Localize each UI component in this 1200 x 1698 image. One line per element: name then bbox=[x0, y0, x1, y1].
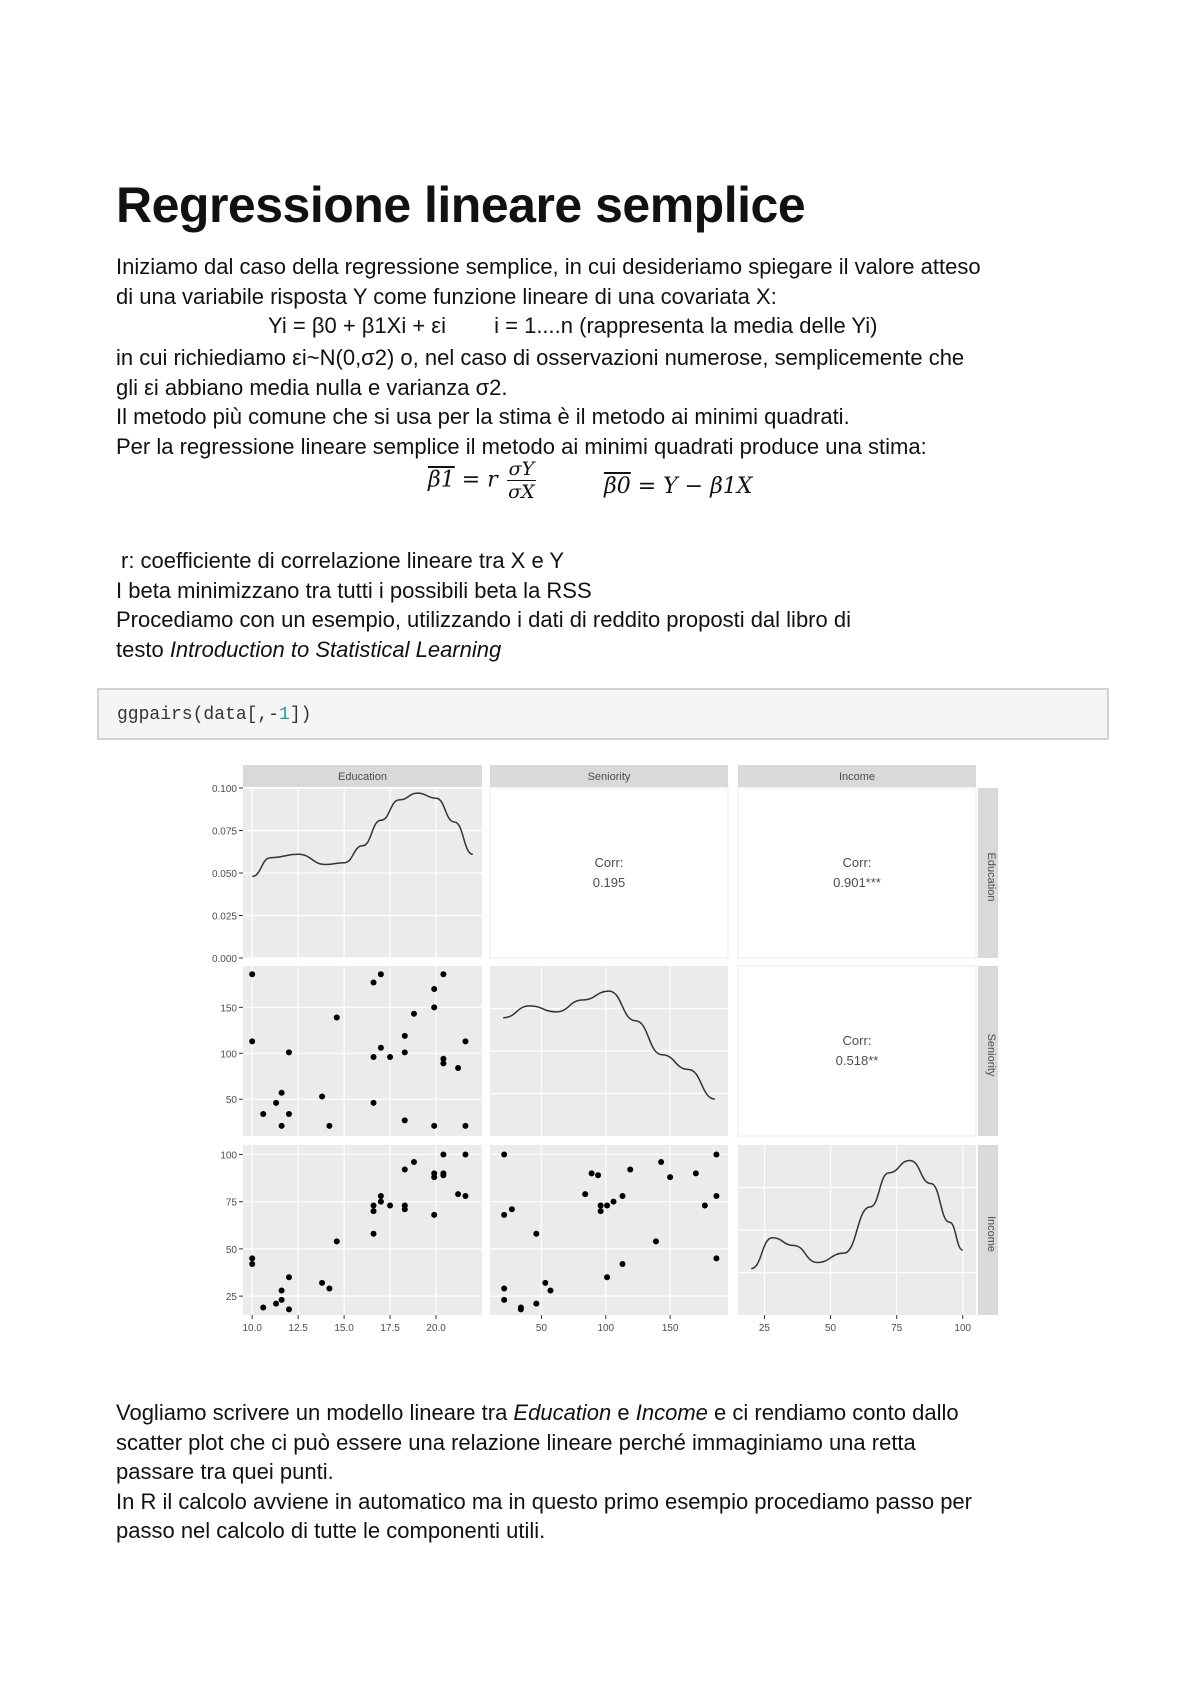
scatter-point bbox=[713, 1151, 719, 1157]
scatter-point bbox=[319, 1280, 325, 1286]
closing-text: e ci rendiamo conto dallo bbox=[707, 1400, 959, 1425]
scatter-point bbox=[598, 1208, 604, 1214]
var-income: Income bbox=[635, 1400, 708, 1425]
scatter-point bbox=[378, 1199, 384, 1205]
closing-paragraph-1 bbox=[116, 1398, 1096, 1546]
scatter-point bbox=[440, 1170, 446, 1176]
scatter-point bbox=[249, 1038, 255, 1044]
scatter-point bbox=[286, 1274, 292, 1280]
scatter-point bbox=[501, 1212, 507, 1218]
scatter-point bbox=[431, 1123, 437, 1129]
scatter-point bbox=[371, 1202, 377, 1208]
scatter-point bbox=[462, 1038, 468, 1044]
scatter-point bbox=[595, 1172, 601, 1178]
scatter-point bbox=[249, 1255, 255, 1261]
scatter-point bbox=[693, 1170, 699, 1176]
y-tick-label: 0.025 bbox=[211, 911, 237, 923]
x-tick-label: 150 bbox=[661, 1323, 679, 1334]
scatter-point bbox=[402, 1033, 408, 1039]
beta1-symbol: β1 bbox=[428, 467, 455, 493]
scatter-point bbox=[334, 1238, 340, 1244]
closing-line: In R il calcolo avviene in automatico ma in questo primo esempio procediamo passo per bbox=[116, 1488, 972, 1514]
scatter-point bbox=[378, 1193, 384, 1199]
code-number: 1 bbox=[279, 705, 290, 725]
closing-text: e bbox=[611, 1400, 636, 1425]
scatter-point bbox=[402, 1117, 408, 1123]
beta1-equals: = r bbox=[461, 467, 498, 493]
scatter-point bbox=[326, 1123, 332, 1129]
panel-0-2 bbox=[738, 788, 976, 958]
panel-2-1 bbox=[490, 1145, 728, 1315]
assumption-line: in cui richiediamo εi~N(0,σ2) o, nel caso di osservazioni numerose, semplicemente che bbox=[116, 345, 965, 370]
scatter-point bbox=[620, 1261, 626, 1267]
var-education: Education bbox=[513, 1400, 612, 1425]
scatter-point bbox=[658, 1159, 664, 1165]
corr-value: 0.901*** bbox=[833, 875, 881, 890]
assumption-line: gli εi abbiano media nulla e varianza σ2. bbox=[116, 374, 508, 400]
strip-side-label-income: Income bbox=[985, 1215, 997, 1253]
scatter-point bbox=[462, 1123, 468, 1129]
scatter-point bbox=[371, 1100, 377, 1106]
code-suffix: ]) bbox=[289, 705, 312, 725]
y-tick-label: 0.075 bbox=[211, 826, 237, 838]
scatter-point bbox=[431, 1004, 437, 1010]
closing-line: scatter plot che ci può essere una relazione lineare perché immaginiamo una retta bbox=[116, 1429, 916, 1455]
scatter-point bbox=[273, 1100, 279, 1106]
scatter-point bbox=[518, 1306, 524, 1312]
scatter-point bbox=[249, 1261, 255, 1267]
y-tick-label: 100 bbox=[220, 1150, 237, 1162]
scatter-point bbox=[387, 1202, 393, 1208]
corr-value: 0.195 bbox=[592, 875, 626, 890]
scatter-point bbox=[440, 1151, 446, 1157]
scatter-point bbox=[334, 1014, 340, 1020]
scatter-point bbox=[387, 1054, 393, 1060]
scatter-point bbox=[713, 1255, 719, 1261]
scatter-point bbox=[542, 1280, 548, 1286]
panel-0-1 bbox=[490, 788, 728, 958]
x-tick-label: 20.0 bbox=[426, 1323, 446, 1334]
book-title: Introduction to Statistical Learning bbox=[169, 636, 502, 662]
scatter-point bbox=[598, 1202, 604, 1208]
scatter-point bbox=[509, 1206, 515, 1212]
scatter-point bbox=[371, 1208, 377, 1214]
strip-label-income: Income bbox=[838, 771, 876, 783]
scatter-point bbox=[402, 1167, 408, 1173]
scatter-point bbox=[713, 1193, 719, 1199]
y-tick-label: 0.050 bbox=[211, 869, 237, 880]
x-tick-label: 100 bbox=[954, 1323, 972, 1334]
scatter-point bbox=[462, 1193, 468, 1199]
scatter-point bbox=[462, 1151, 468, 1157]
x-tick-label: 100 bbox=[597, 1323, 615, 1334]
closing-line: passare tra quei punti. bbox=[116, 1459, 334, 1484]
y-tick-label: 0.000 bbox=[211, 954, 237, 965]
corr-label: Corr: bbox=[594, 855, 624, 870]
scatter-point bbox=[286, 1049, 292, 1055]
model-formula: Yi = β0 + β1Xi + εi bbox=[268, 313, 446, 338]
scatter-point bbox=[589, 1170, 595, 1176]
scatter-point bbox=[627, 1167, 633, 1173]
beta0-symbol: β0 bbox=[604, 474, 631, 499]
scatter-point bbox=[371, 980, 377, 986]
scatter-point bbox=[533, 1231, 539, 1237]
panel-1-0 bbox=[243, 966, 482, 1136]
assumption-line: Il metodo più comune che si usa per la stima è il metodo ai minimi quadrati. bbox=[116, 404, 850, 429]
scatter-point bbox=[431, 1212, 437, 1218]
scatter-point bbox=[402, 1049, 408, 1055]
strip-side-label-seniority: Seniority bbox=[985, 1033, 997, 1077]
corr-label: Corr: bbox=[842, 1033, 872, 1048]
x-tick-label: 50 bbox=[824, 1323, 837, 1334]
intro-line: Iniziamo dal caso della regressione semplice, in cui desideriamo spiegare il valore atteso bbox=[116, 254, 981, 279]
scatter-point bbox=[604, 1274, 610, 1280]
scatter-point bbox=[279, 1287, 285, 1293]
y-tick-label: 50 bbox=[225, 1095, 237, 1107]
scatter-point bbox=[286, 1111, 292, 1117]
corr-value: 0.518** bbox=[835, 1053, 879, 1068]
strip-side-label-education: Education bbox=[985, 852, 997, 902]
scatter-point bbox=[620, 1193, 626, 1199]
scatter-point bbox=[279, 1297, 285, 1303]
strip-label-education: Education bbox=[338, 771, 387, 783]
x-tick-label: 10.0 bbox=[242, 1323, 262, 1334]
scatter-point bbox=[279, 1123, 285, 1129]
y-tick-label: 25 bbox=[225, 1292, 237, 1304]
scatter-point bbox=[279, 1090, 285, 1096]
note-line: Procediamo con un esempio, utilizzando i dati di reddito proposti dal libro di bbox=[116, 607, 851, 632]
page-title: Regressione lineare semplice bbox=[116, 177, 806, 233]
scatter-point bbox=[431, 1174, 437, 1180]
scatter-point bbox=[440, 1060, 446, 1066]
scatter-point bbox=[273, 1301, 279, 1307]
note-line: I beta minimizzano tra tutti i possibili beta la RSS bbox=[116, 577, 592, 603]
closing-text: Vogliamo scrivere un modello lineare tra bbox=[116, 1400, 514, 1425]
scatter-point bbox=[319, 1093, 325, 1099]
scatter-point bbox=[611, 1199, 617, 1205]
scatter-point bbox=[260, 1111, 266, 1117]
scatter-point bbox=[533, 1301, 539, 1307]
scatter-point bbox=[371, 1054, 377, 1060]
closing-line: passo nel calcolo di tutte le componenti utili. bbox=[116, 1518, 546, 1543]
beta0-rhs: = Y − β1X bbox=[637, 474, 753, 499]
scatter-point bbox=[286, 1306, 292, 1312]
model-index-note: i = 1....n (rappresenta la media delle Yi) bbox=[494, 313, 878, 338]
scatter-point bbox=[653, 1238, 659, 1244]
scatter-point bbox=[411, 1011, 417, 1017]
scatter-point bbox=[249, 971, 255, 977]
x-tick-label: 15.0 bbox=[334, 1323, 354, 1334]
x-tick-label: 75 bbox=[891, 1323, 903, 1334]
note-line: r: coefficiente di correlazione lineare tra X e Y bbox=[121, 548, 565, 573]
scatter-point bbox=[371, 1231, 377, 1237]
note-prefix: testo bbox=[116, 636, 170, 662]
panel-1-2 bbox=[738, 966, 976, 1136]
x-tick-label: 50 bbox=[535, 1323, 548, 1334]
y-tick-label: 150 bbox=[220, 1003, 237, 1015]
scatter-point bbox=[455, 1191, 461, 1197]
closing-line bbox=[116, 1398, 1096, 1428]
scatter-point bbox=[667, 1174, 673, 1180]
intro-line: di una variabile risposta Y come funzione lineare di una covariata X: bbox=[116, 283, 777, 309]
x-tick-label: 25 bbox=[758, 1323, 771, 1334]
x-tick-label: 12.5 bbox=[288, 1323, 308, 1334]
scatter-point bbox=[378, 1045, 384, 1051]
x-tick-label: 17.5 bbox=[380, 1323, 400, 1334]
scatter-point bbox=[431, 986, 437, 992]
y-tick-label: 0.100 bbox=[211, 784, 237, 795]
strip-label-seniority: Seniority bbox=[587, 771, 631, 783]
scatter-point bbox=[440, 971, 446, 977]
y-tick-label: 50 bbox=[225, 1244, 237, 1256]
scatter-point bbox=[260, 1304, 266, 1310]
sigma-x: σX bbox=[508, 481, 535, 503]
y-tick-label: 100 bbox=[220, 1049, 237, 1061]
y-tick-label: 75 bbox=[225, 1197, 237, 1209]
scatter-point bbox=[411, 1159, 417, 1165]
scatter-point bbox=[402, 1206, 408, 1212]
scatter-point bbox=[326, 1286, 332, 1292]
corr-label: Corr: bbox=[842, 855, 872, 870]
assumption-line: Per la regressione lineare semplice il metodo ai minimi quadrati produce una stima: bbox=[116, 433, 927, 459]
scatter-point bbox=[455, 1065, 461, 1071]
scatter-point bbox=[501, 1151, 507, 1157]
sigma-y: σY bbox=[508, 458, 535, 480]
scatter-point bbox=[547, 1287, 553, 1293]
scatter-point bbox=[702, 1202, 708, 1208]
scatter-point bbox=[582, 1191, 588, 1197]
scatter-point bbox=[501, 1297, 507, 1303]
code-prefix: ggpairs(data[,- bbox=[117, 705, 280, 725]
scatter-point bbox=[501, 1286, 507, 1292]
scatter-point bbox=[604, 1202, 610, 1208]
scatter-point bbox=[378, 971, 384, 977]
